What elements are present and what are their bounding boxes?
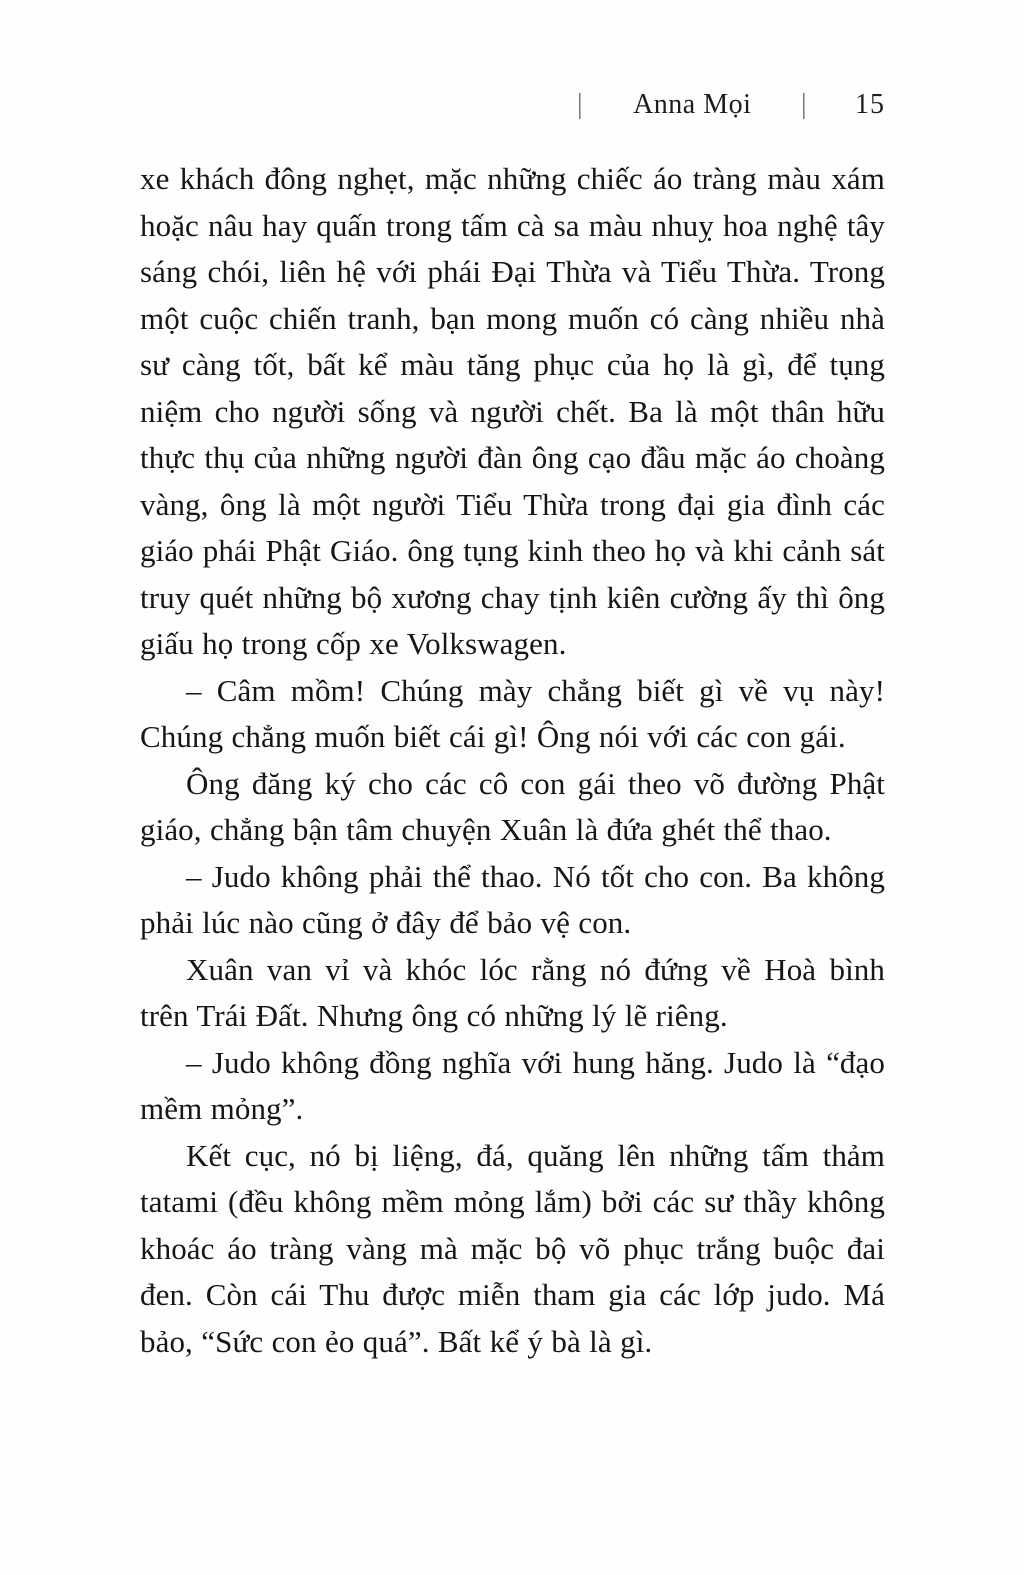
paragraph-narration: Xuân van vỉ và khóc lóc rằng nó đứng về Hoà bình trên Trái Đất. Nhưng ông có những lý lẽ riêng. bbox=[140, 951, 885, 1033]
header-separator-left: | bbox=[578, 89, 583, 120]
running-header bbox=[140, 86, 885, 124]
paragraph-continuation: xe khách đông nghẹt, mặc những chiếc áo tràng màu xám hoặc nâu hay quấn trong tấm cà sa màu nhuỵ hoa nghệ tây sáng chói, liên hệ với phái Đại Thừa và Tiểu Thừa. Trong một cuộc chiến tranh, bạn mong muốn có càng nhiều nhà sư càng tốt, bất kể màu tăng phục của họ là gì, để tụng niệm cho người sống và người chết. Ba là một thân hữu thực thụ của những người đàn ông cạo đầu mặc áo choàng vàng, ông là một người Tiểu Thừa trong đại gia đình các giáo phái Phật Giáo. ông tụng kinh theo họ và khi cảnh sát truy quét những bộ xương chay tịnh kiên cường ấy thì ông giấu họ trong cốp xe Volkswagen. bbox=[140, 161, 885, 661]
paragraph-narration: Ông đăng ký cho các cô con gái theo võ đường Phật giáo, chẳng bận tâm chuyện Xuân là đứa ghét thể thao. bbox=[140, 765, 885, 847]
page-number: 15 bbox=[855, 89, 885, 120]
running-head-author: Anna Mọi bbox=[633, 89, 752, 120]
paragraph-dialogue: – Judo không phải thể thao. Nó tốt cho con. Ba không phải lúc nào cũng ở đây để bảo vệ con. bbox=[140, 858, 885, 940]
paragraph-dialogue: – Judo không đồng nghĩa với hung hăng. Judo là “đạo mềm mỏng”. bbox=[140, 1044, 885, 1126]
paragraph-narration: Kết cục, nó bị liệng, đá, quăng lên những tấm thảm tatami (đều không mềm mỏng lắm) bởi các sư thầy không khoác áo tràng vàng mà mặc bộ võ phục trắng buộc đai đen. Còn cái Thu được miễn tham gia các lớp judo. Má bảo, “Sức con ẻo quá”. Bất kể ý bà là gì. bbox=[140, 1137, 885, 1359]
paragraph-dialogue: – Câm mồm! Chúng mày chẳng biết gì về vụ này! Chúng chẳng muốn biết cái gì! Ông nói với các con gái. bbox=[140, 672, 885, 754]
header-separator-right: | bbox=[802, 89, 807, 120]
page-body bbox=[140, 156, 885, 1365]
